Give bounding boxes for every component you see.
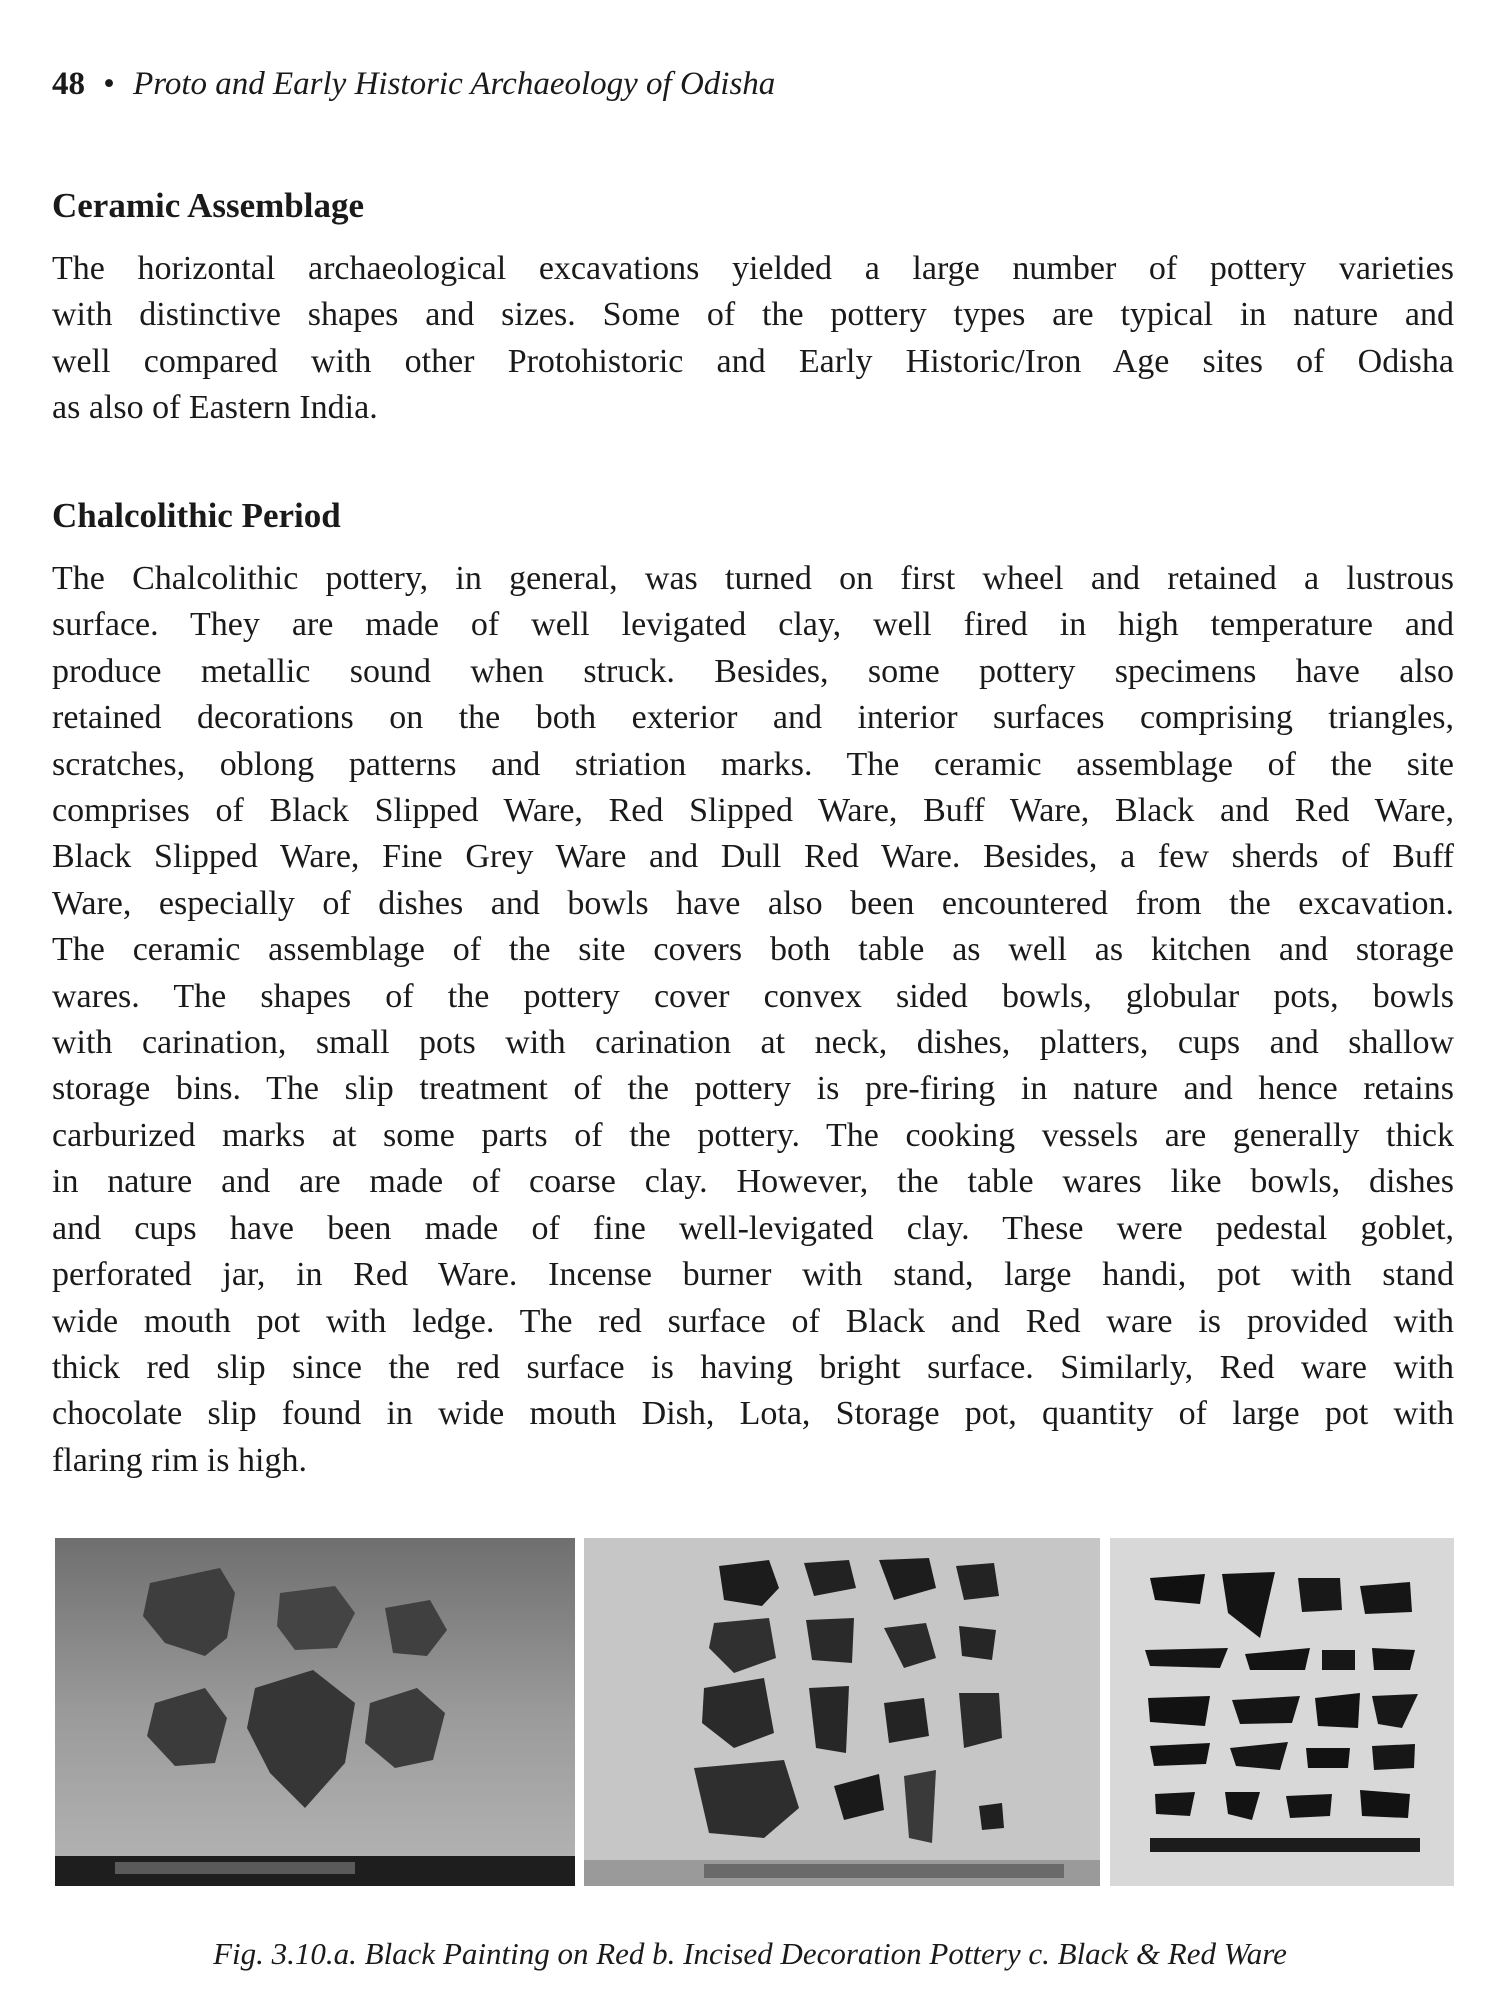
- paragraph-line: The ceramic assemblage of the site covers both table as well as kitchen and storage: [52, 931, 1454, 969]
- paragraph-line: Black Slipped Ware, Fine Grey Ware and Dull Red Ware. Besides, a few sherds of Buff: [52, 838, 1454, 876]
- paragraph-line: carburized marks at some parts of the pottery. The cooking vessels are generally thick: [52, 1116, 1454, 1154]
- figure-panel-c: [1110, 1538, 1454, 1886]
- paragraph-line: The Chalcolithic pottery, in general, was turned on first wheel and retained a lustrous: [52, 560, 1454, 597]
- paragraph-line: flaring rim is high.: [52, 1441, 307, 1479]
- paragraph-line: as also of Eastern India.: [52, 389, 378, 427]
- paragraph-ceramic-assemblage: [52, 246, 1454, 432]
- header-bullet: •: [103, 66, 115, 102]
- sherds-photo-c: [1110, 1538, 1454, 1886]
- sherds-photo-a: [55, 1538, 575, 1886]
- section-heading-ceramic-assemblage: Ceramic Assemblage: [52, 186, 365, 225]
- paragraph-line: perforated jar, in Red Ware. Incense burner with stand, large handi, pot with stand: [52, 1256, 1454, 1294]
- paragraph-line: and cups have been made of fine well-levigated clay. These were pedestal goblet,: [52, 1209, 1454, 1247]
- paragraph-line: storage bins. The slip treatment of the pottery is pre-firing in nature and hence retains: [52, 1070, 1454, 1108]
- paragraph-chalcolithic-period: [52, 556, 1454, 1484]
- paragraph-line: chocolate slip found in wide mouth Dish, Lota, Storage pot, quantity of large pot with: [52, 1395, 1454, 1433]
- section-heading-chalcolithic-period: Chalcolithic Period: [52, 496, 341, 535]
- paragraph-line: wide mouth pot with ledge. The red surface of Black and Red ware is provided with: [52, 1302, 1454, 1340]
- page-number: 48: [52, 66, 85, 102]
- paragraph-line: scratches, oblong patterns and striation marks. The ceramic assemblage of the site: [52, 745, 1454, 783]
- figure-caption: Fig. 3.10.a. Black Painting on Red b. Incised Decoration Pottery c. Black & Red Ware: [213, 1936, 1287, 1971]
- paragraph-line: surface. They are made of well levigated clay, well fired in high temperature and: [52, 606, 1454, 644]
- paragraph-line: produce metallic sound when struck. Besides, some pottery specimens have also: [52, 652, 1454, 690]
- paragraph-line: The horizontal archaeological excavations yielded a large number of pottery varieties: [52, 250, 1454, 287]
- paragraph-line: thick red slip since the red surface is having bright surface. Similarly, Red ware with: [52, 1348, 1454, 1386]
- paragraph-line: with carination, small pots with carination at neck, dishes, platters, cups and shallow: [52, 1024, 1454, 1062]
- paragraph-line: retained decorations on the both exterior and interior surfaces comprising triangles,: [52, 699, 1454, 737]
- sherds-photo-b: [584, 1538, 1100, 1886]
- paragraph-line: with distinctive shapes and sizes. Some of the pottery types are typical in nature and: [52, 296, 1454, 334]
- paragraph-line: well compared with other Protohistoric and Early Historic/Iron Age sites of Odisha: [52, 342, 1454, 380]
- running-head: [52, 66, 775, 103]
- book-title: Proto and Early Historic Archaeology of Odisha: [133, 66, 776, 102]
- figure-panel-b: [584, 1538, 1100, 1886]
- paragraph-line: Ware, especially of dishes and bowls have also been encountered from the excavation.: [52, 884, 1454, 922]
- paragraph-line: wares. The shapes of the pottery cover convex sided bowls, globular pots, bowls: [52, 977, 1454, 1015]
- paragraph-line: comprises of Black Slipped Ware, Red Slipped Ware, Buff Ware, Black and Red Ware,: [52, 792, 1454, 830]
- paragraph-line: in nature and are made of coarse clay. However, the table wares like bowls, dishes: [52, 1163, 1454, 1201]
- figure-panel-a: [55, 1538, 575, 1886]
